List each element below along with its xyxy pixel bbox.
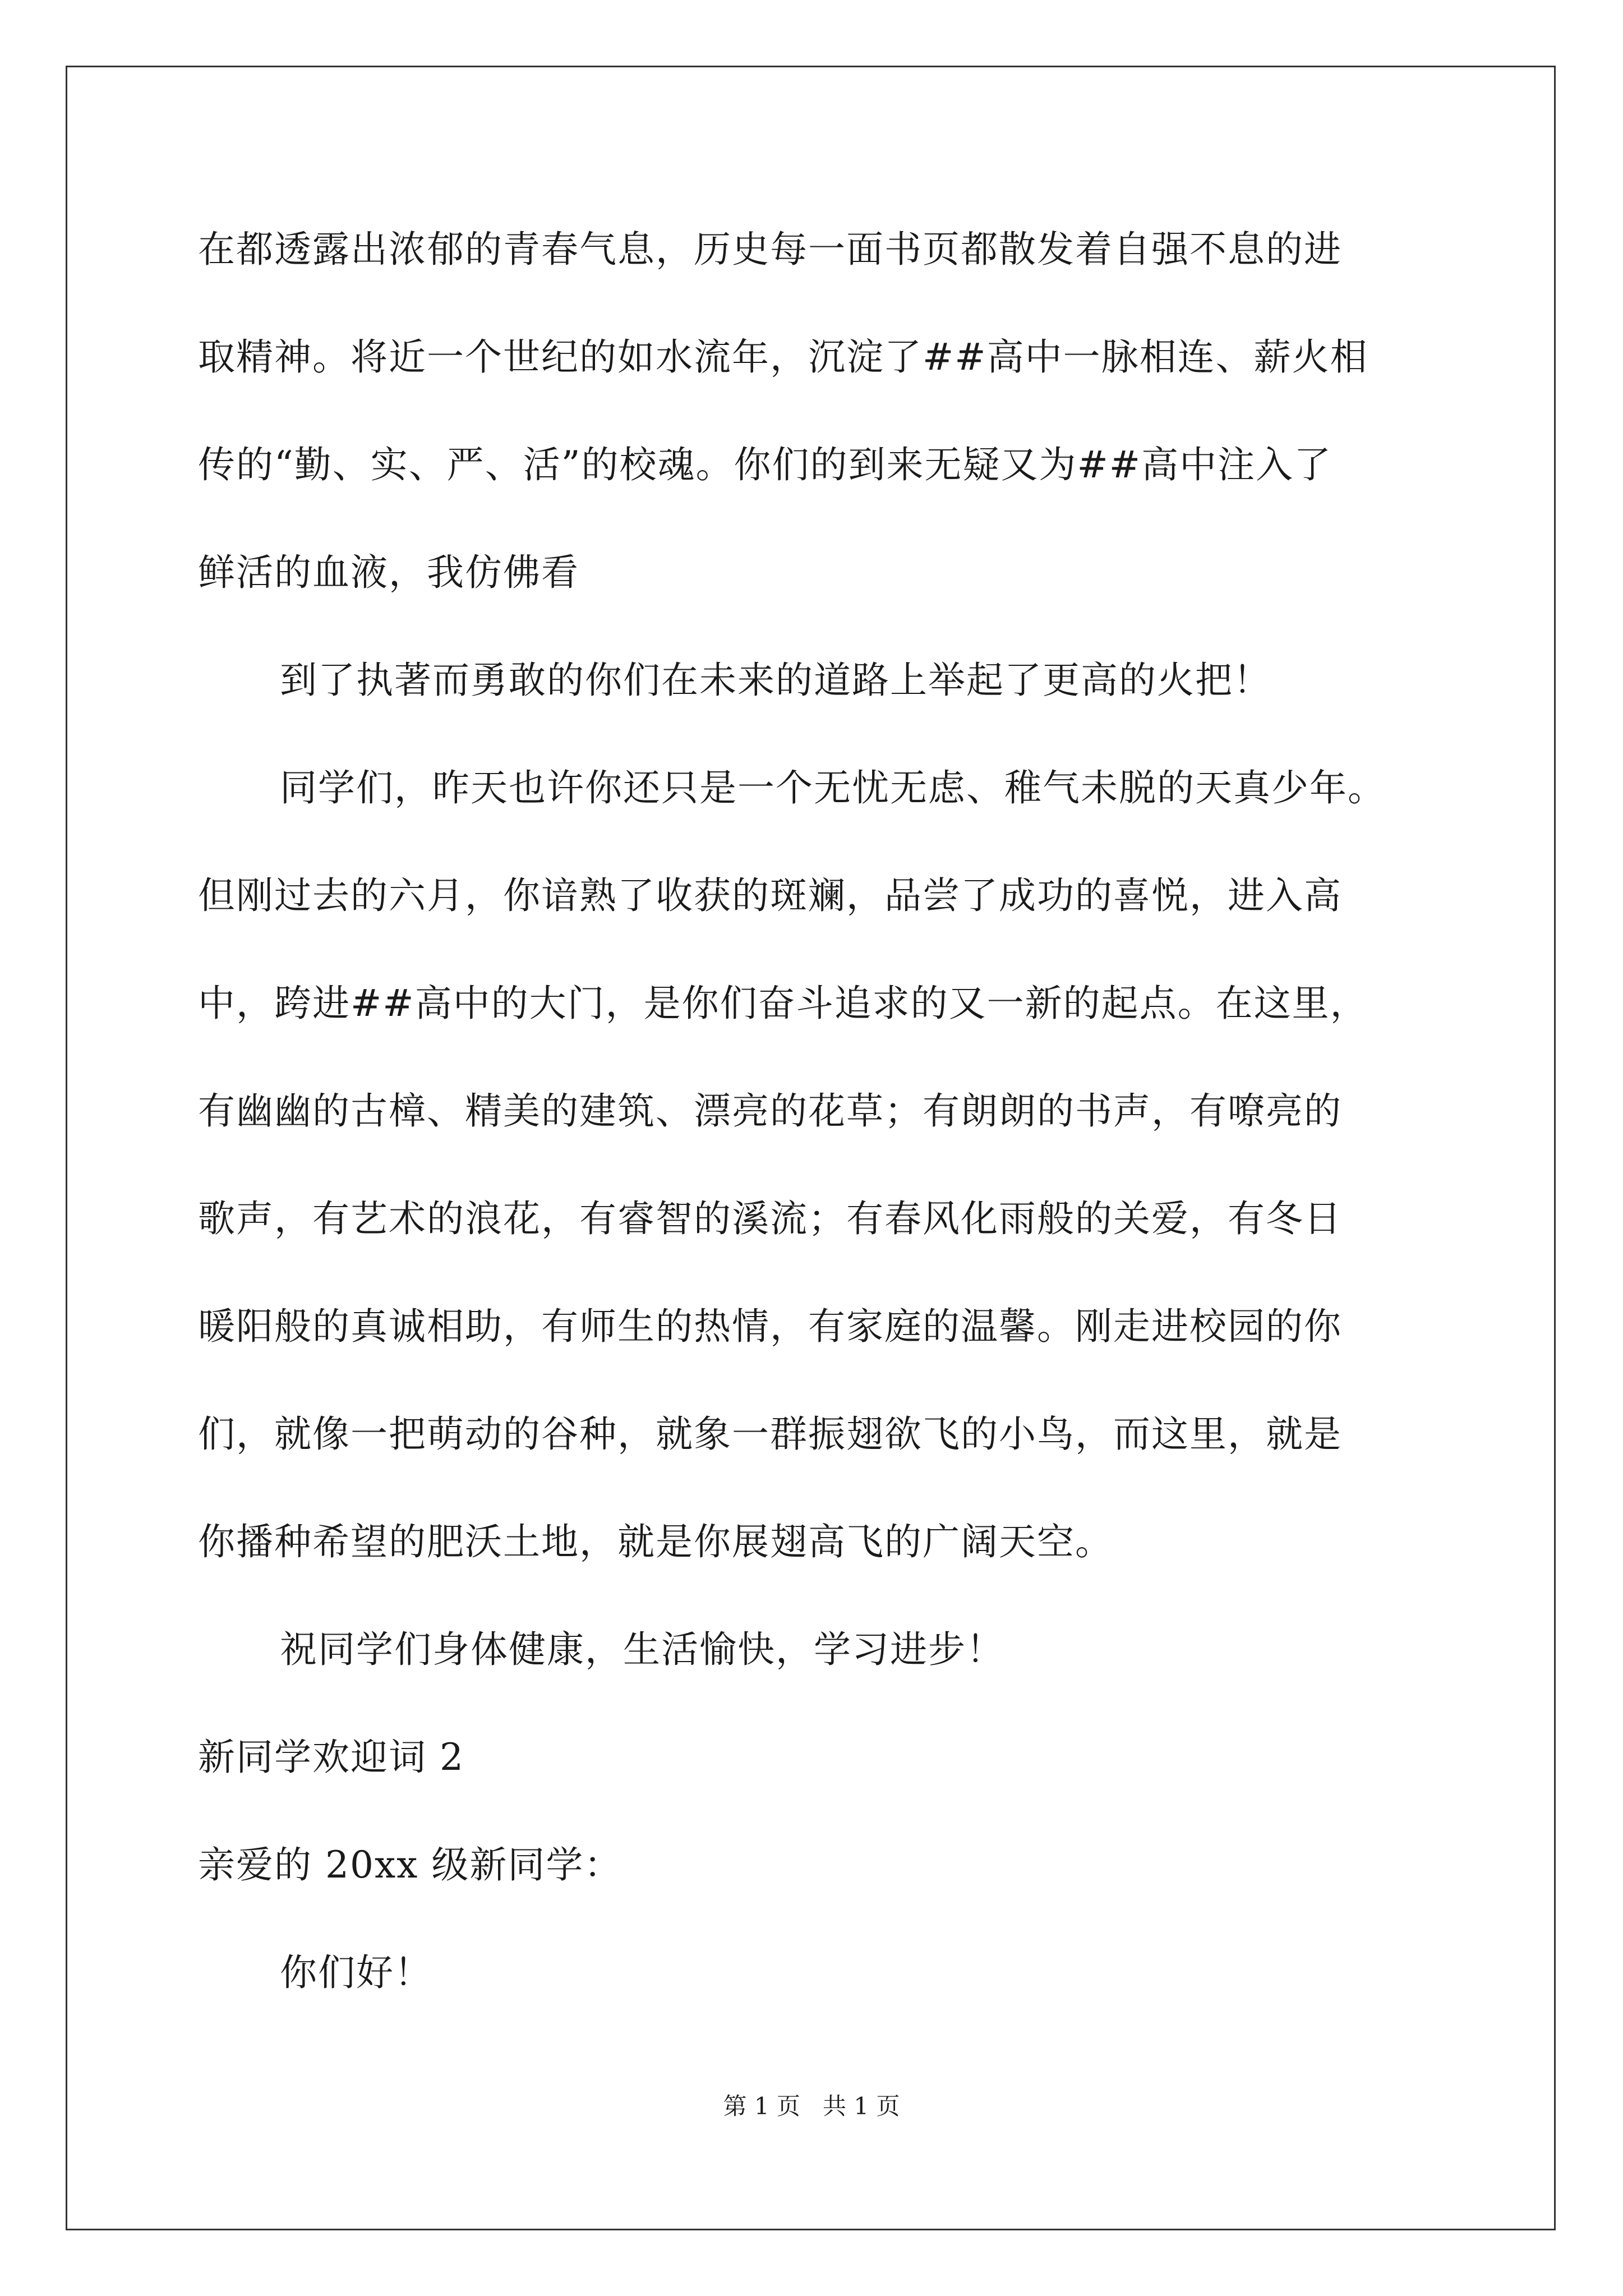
- document-body: [198, 219, 1465, 2050]
- body-line: 歌声，有艺术的浪花，有睿智的溪流；有春风化雨般的关爱，有冬日: [198, 1197, 1342, 1240]
- paragraph-line: 同学们，昨天也许你还只是一个无忧无虑、稚气未脱的天真少年。: [280, 766, 1386, 809]
- paragraph-line: 到了执著而勇敢的你们在未来的道路上举起了更高的火把！: [280, 659, 1271, 702]
- salutation: 亲爱的 20xx 级新同学：: [198, 1843, 623, 1887]
- body-line: 取精神。将近一个世纪的如水流年，沉淀了##高中一脉相连、薪火相: [198, 335, 1368, 379]
- body-line: 在都透露出浓郁的青春气息，历史每一面书页都散发着自强不息的进: [198, 228, 1342, 271]
- greeting: 你们好！: [280, 1951, 432, 1994]
- section-heading: 新同学欢迎词 2: [198, 1736, 464, 1779]
- body-line: 你播种希望的肥沃土地，就是你展翅高飞的广阔天空。: [198, 1520, 1113, 1563]
- body-line: 传的“勤、实、严、活”的校魂。你们的到来无疑又为##高中注入了: [198, 443, 1332, 486]
- body-line: 中，跨进##高中的大门，是你们奋斗追求的又一新的起点。在这里，: [198, 982, 1368, 1025]
- body-line: 鲜活的血液，我仿佛看: [198, 551, 579, 594]
- body-line: 有幽幽的古樟、精美的建筑、漂亮的花草；有朗朗的书声，有嘹亮的: [198, 1089, 1342, 1133]
- body-line: 们，就像一把萌动的谷种，就象一群振翅欲飞的小鸟，而这里，就是: [198, 1412, 1342, 1456]
- paragraph-line: 祝同学们身体健康，生活愉快，学习进步！: [280, 1628, 1004, 1671]
- body-line: 暖阳般的真诚相助，有师生的热情，有家庭的温馨。刚走进校园的你: [198, 1305, 1342, 1348]
- body-line: 但刚过去的六月，你谙熟了收获的斑斓，品尝了成功的喜悦，进入高: [198, 874, 1342, 917]
- page-footer: 第 1 页 共 1 页: [723, 2092, 900, 2120]
